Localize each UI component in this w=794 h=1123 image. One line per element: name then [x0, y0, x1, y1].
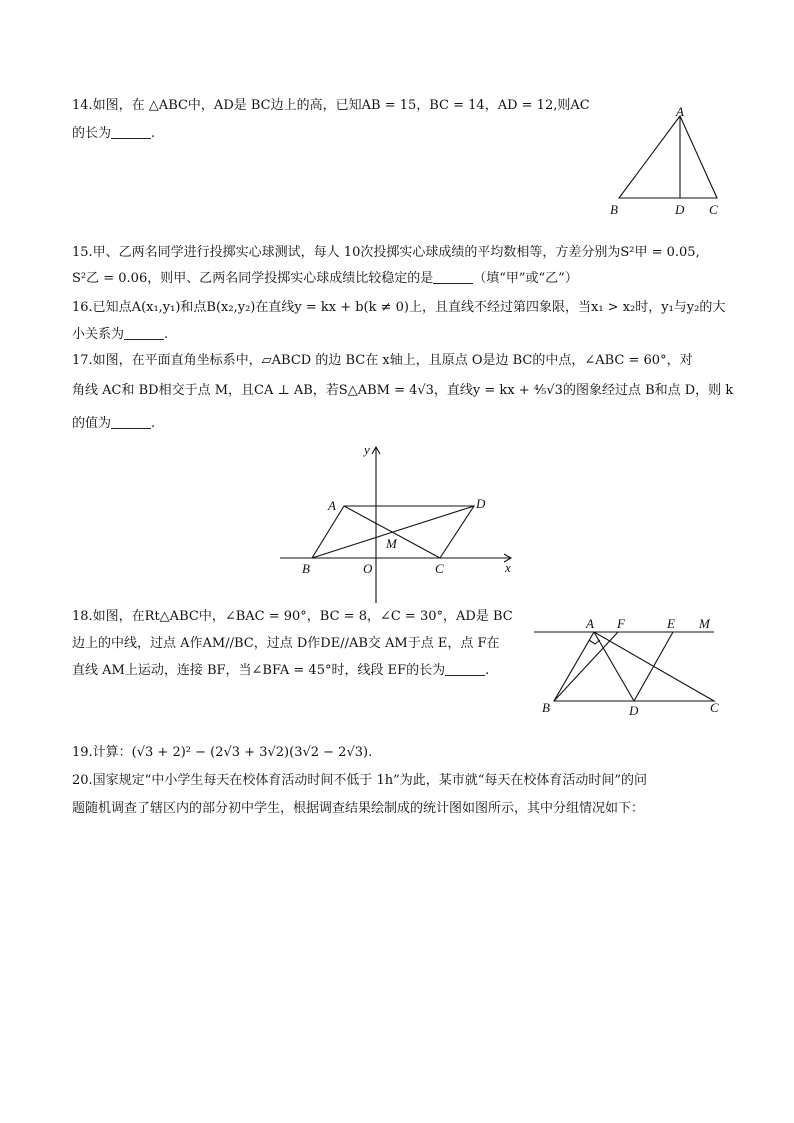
q18-line2: 边上的中线，过点 A作AM//BC，过点 D作DE//AB交 AM于点 E，点 F在: [72, 636, 500, 651]
q15-line2-pre: S²乙 = 0.06，则甲、乙两名同学投掷实心球成绩比较稳定的是: [72, 271, 434, 286]
q16-answer-blank[interactable]: [124, 325, 164, 340]
q18-line3-pre: 直线 AM上运动，连接 BF，当∠BFA = 45°时，线段 EF的长为: [72, 663, 446, 678]
q17-line3-post: .: [151, 416, 156, 431]
q18-segment-bf: [554, 632, 618, 701]
q14-triangle-abc: [619, 116, 717, 198]
q17-line2: 角线 AC和 BD相交于点 M，且CA ⊥ AB，若S△ABM = 4√3，直线y = kx + ⁴⁄₅√3的图象经过点 B和点 D，则 k: [72, 383, 734, 398]
q14-line2: [72, 124, 155, 144]
q15-answer-blank[interactable]: [433, 269, 473, 284]
q18-label-c: C: [710, 700, 719, 715]
q14-triangle-figure: [606, 104, 730, 220]
q14-line1: 14.如图，在 △ABC中，AD是 BC边上的高，已知AB = 15，BC = 14，AD = 12,则AC: [72, 98, 590, 113]
q15-line2-post: （填“甲”或“乙”）: [473, 271, 578, 286]
q15-line2: [72, 269, 578, 289]
q14-line2-pre: 的长为: [72, 126, 112, 141]
q18-line1: 18.如图，在Rt△ABC中，∠BAC = 90°，BC = 8，∠C = 30°，AD是 BC: [72, 609, 513, 624]
q14-label-d: D: [675, 202, 685, 217]
q18-median-ad: [594, 632, 634, 701]
q17-label-o: O: [363, 561, 373, 576]
q18-label-f: F: [617, 616, 625, 631]
q16-line2: [72, 325, 168, 345]
q17-line1: 17.如图，在平面直角坐标系中，▱ABCD 的边 BC在 x轴上，且原点 O是边 BC的中点，∠ABC = 60°，对: [72, 353, 693, 368]
q17-label-y: y: [364, 442, 370, 457]
q18-label-m: M: [699, 616, 710, 631]
q17-label-c: C: [435, 561, 444, 576]
q18-line3: [72, 661, 489, 681]
q17-coordinate-figure: [278, 440, 528, 605]
q17-line3-pre: 的值为: [72, 416, 112, 431]
q14-label-c: C: [709, 202, 718, 217]
q16-line2-post: .: [164, 327, 169, 342]
q17-label-a: A: [328, 498, 336, 513]
q14-label-b: B: [610, 202, 618, 217]
q14-answer-blank[interactable]: [111, 124, 151, 139]
q18-triangle-figure: [532, 612, 732, 722]
q17-label-m: M: [386, 536, 397, 551]
q18-segment-de: [634, 632, 673, 701]
q18-label-e: E: [667, 616, 675, 631]
q16-line2-pre: 小关系为: [72, 327, 125, 342]
q20-line1: 20.国家规定“中小学生每天在校体育活动时间不低于 1h”为此，某市就“每天在校体育活动时间”的问: [72, 773, 648, 788]
q16-line1: 16.已知点A(x₁,y₁)和点B(x₂,y₂)在直线y = kx + b(k ≠ 0)上，且直线不经过第四象限，当x₁ > x₂时，y₁与y₂的大: [72, 300, 726, 315]
q17-answer-blank[interactable]: [111, 414, 151, 429]
q17-label-b: B: [302, 561, 310, 576]
q18-label-b: B: [542, 700, 550, 715]
q14-line2-post: .: [151, 126, 156, 141]
q15-line1: 15.甲、乙两名同学进行投掷实心球测试，每人 10次投掷实心球成绩的平均数相等，方差分别为S²甲 = 0.05,: [72, 245, 700, 260]
q19-line1: 19.计算：(√3 + 2)² − (2√3 + 3√2)(3√2 − 2√3).: [72, 745, 373, 760]
q18-label-a: A: [586, 616, 594, 631]
q18-line3-post: .: [485, 663, 490, 678]
q18-answer-blank[interactable]: [445, 661, 485, 676]
q18-label-d: D: [629, 703, 639, 718]
q20-line2: 题随机调查了辖区内的部分初中学生，根据调查结果绘制成的统计图如图所示，其中分组情况如下：: [72, 801, 645, 816]
q14-label-a: A: [676, 104, 684, 119]
q18-triangle-abc: [554, 632, 714, 701]
q17-label-x: x: [505, 560, 511, 575]
q17-line3: [72, 414, 155, 434]
q17-label-d: D: [476, 496, 486, 511]
